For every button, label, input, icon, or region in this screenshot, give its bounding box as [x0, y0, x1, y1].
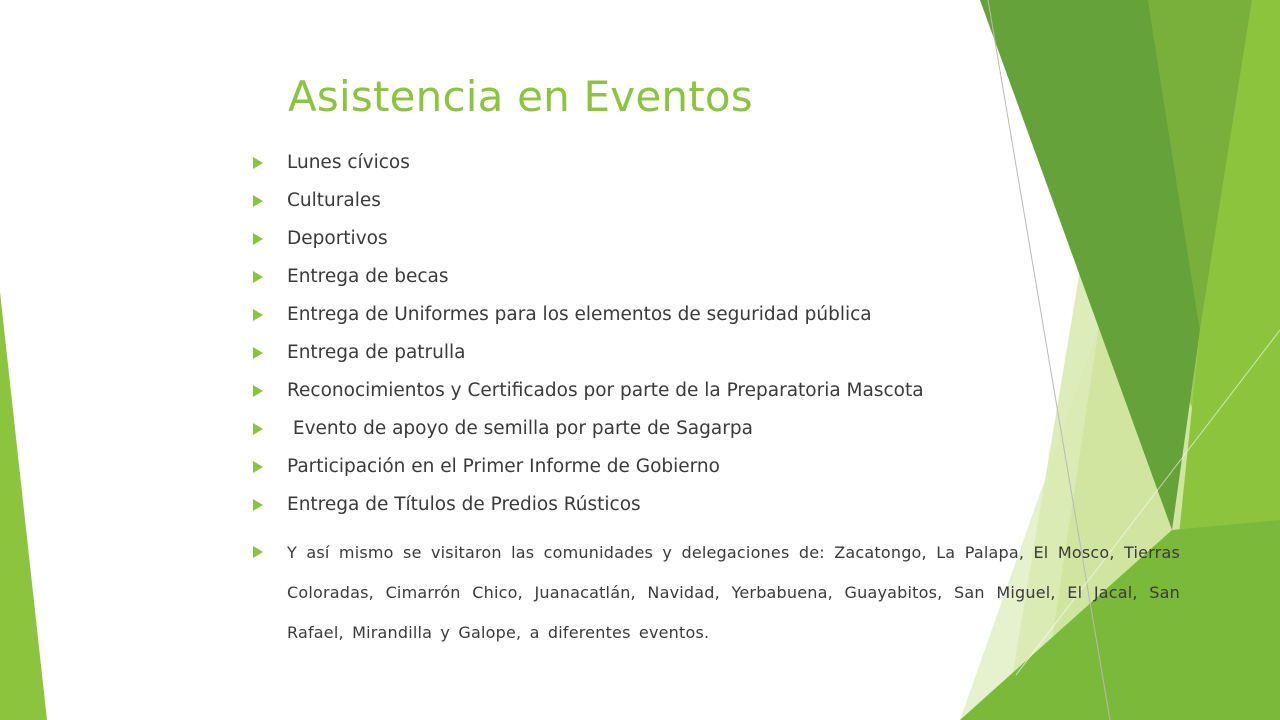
list-item — [250, 302, 1180, 340]
list-item-text: Reconocimientos y Certificados por parte de la Preparatoria Mascota — [287, 380, 924, 401]
list-item-text: Culturales — [287, 190, 381, 211]
list-item-text: Deportivos — [287, 228, 388, 249]
bullet-arrow-icon — [253, 423, 263, 435]
list-item — [250, 150, 1180, 188]
bullet-arrow-icon — [253, 385, 263, 397]
bullet-list — [250, 150, 1180, 653]
bullet-arrow-icon — [253, 499, 263, 511]
bullet-arrow-icon — [253, 157, 263, 169]
list-item — [250, 492, 1180, 530]
list-item-text: Entrega de becas — [287, 266, 449, 287]
list-item — [250, 340, 1180, 378]
list-item-text: Entrega de Títulos de Predios Rústicos — [287, 494, 641, 515]
list-item — [250, 264, 1180, 302]
list-item — [250, 188, 1180, 226]
bullet-arrow-icon — [253, 195, 263, 207]
slide-title: Asistencia en Eventos — [288, 72, 753, 121]
bullet-arrow-icon — [253, 461, 263, 473]
bullet-arrow-icon — [253, 309, 263, 321]
bullet-arrow-icon — [253, 347, 263, 359]
list-item — [250, 416, 1180, 454]
list-item — [250, 226, 1180, 264]
bullet-arrow-icon — [253, 233, 263, 245]
bullet-arrow-icon — [253, 546, 263, 558]
list-item-text: Participación en el Primer Informe de Gobierno — [287, 456, 720, 477]
list-item — [250, 378, 1180, 416]
list-item-text: Entrega de patrulla — [287, 342, 466, 363]
list-item-text: Lunes cívicos — [287, 152, 410, 173]
list-item — [250, 454, 1180, 492]
communities-paragraph-item — [250, 533, 1180, 653]
communities-paragraph-text: Y así mismo se visitaron las comunidades y delegaciones de: Zacatongo, La Palapa, El Mosco, Tierras Coloradas, Cimarrón Chico, Juanacatlán, Navidad, Yerbabuena, Guayabitos, San Miguel, El Jacal, San Rafael, Mirandilla y Galope, a diferentes eventos. — [287, 543, 1180, 642]
list-item-text: Evento de apoyo de semilla por parte de Sagarpa — [287, 418, 753, 439]
list-item-text: Entrega de Uniformes para los elementos de seguridad pública — [287, 304, 872, 325]
left-green-wedge — [0, 292, 47, 720]
bullet-arrow-icon — [253, 271, 263, 283]
